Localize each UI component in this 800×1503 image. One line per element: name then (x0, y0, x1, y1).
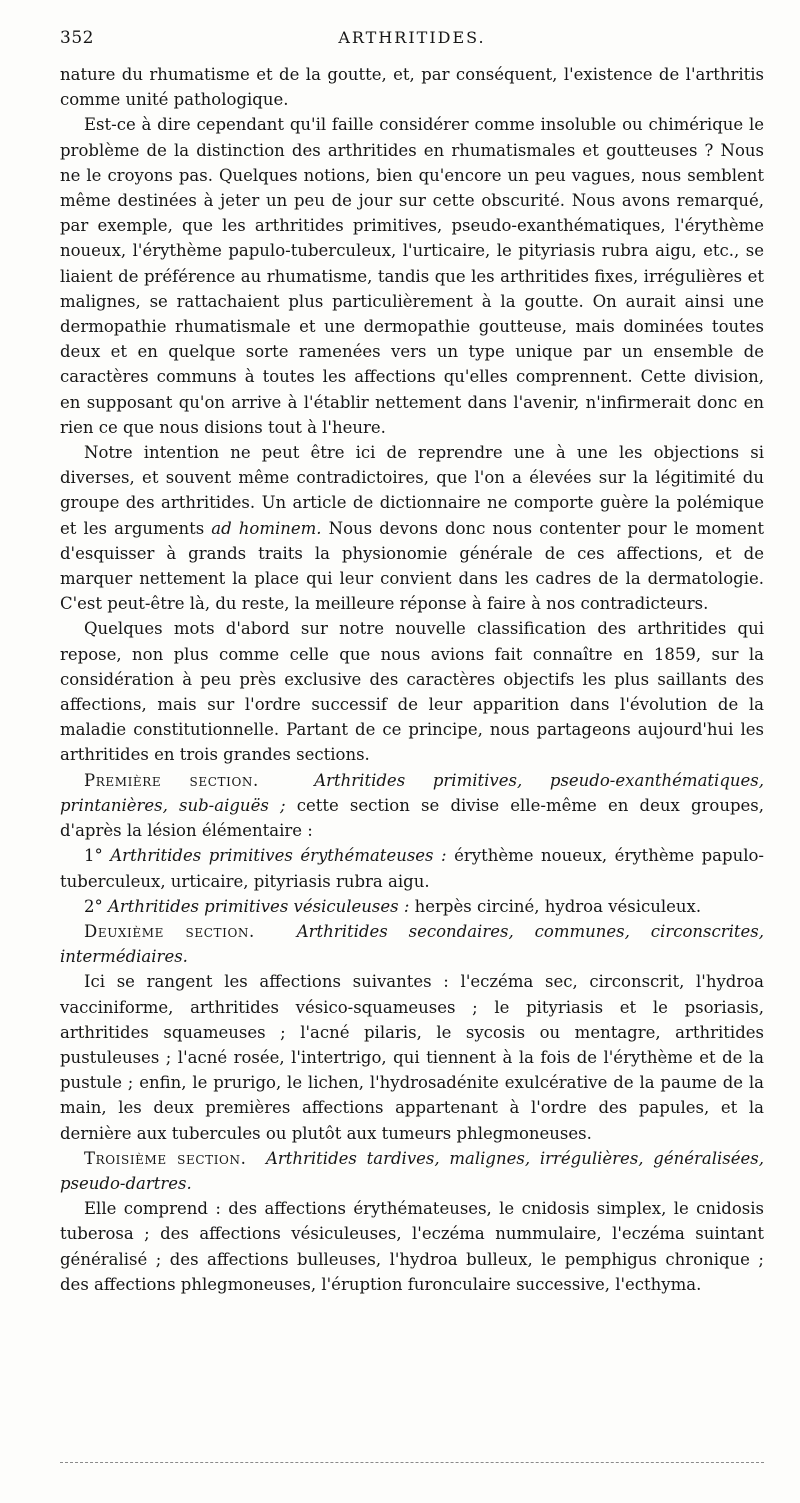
body-text (60, 62, 764, 1297)
group-one-title: Arthritides primitives érythémateuses : (110, 846, 447, 866)
running-head: ARTHRITIDES. (338, 28, 486, 47)
paragraph-continuation: nature du rhumatisme et de la goutte, et, par conséquent, l'existence de l'arthritis comme unité pathologique. (60, 65, 764, 110)
group-one (60, 843, 764, 893)
group-two-number: 2° (84, 896, 103, 916)
paragraph-intention-part-b: Nous devons donc nous contenter pour le moment d'esquisser à grands traits la physionomie générale de ces affections, et de marquer nettement la place qui leur convient dans les cadres de la dermatologie. C'est peut-être là, du reste, la meilleure réponse à faire à nos contradicteurs. (60, 518, 764, 614)
section-first-label: Première section. (84, 770, 259, 790)
group-one-number: 1° (84, 846, 103, 866)
section-second-label: Deuxième section. (84, 921, 255, 941)
section-third-title: Arthritides tardives, malignes, irrégulières, généralisées, pseudo-dartres. (60, 1148, 764, 1193)
section-third (60, 1146, 764, 1196)
page-header (60, 28, 764, 52)
paragraph-intention (60, 440, 764, 616)
paragraph-intention-part-a: Notre intention ne peut être ici de reprendre une à une les objections si diverses, et souvent même contradictoires, que l'on a élevées sur la légitimité du groupe des arthritides. Un article de dictionnaire ne comporte guère la polémique et les arguments (60, 443, 764, 538)
section-first-title: Arthritides primitives, pseudo-exanthématiques, printanières, sub-aiguës ; (60, 770, 764, 815)
section-first-description: cette section se divise elle-même en deux groupes, d'après la lésion élémentaire : (60, 795, 764, 841)
paragraph-distinction: Est-ce à dire cependant qu'il faille considérer comme insoluble ou chimérique le problème de la distinction des arthritides en rhumatismales et goutteuses ? Nous ne le croyons pas. Quelques notions, bien qu'encore un peu vagues, nous semblent même destinées à jeter un peu de jour sur cette obscurité. Nous avons remarqué, par exemple, que les arthritides primitives, pseudo-exanthématiques, l'érythème noueux, l'érythème papulo-tuberculeux, l'urticaire, le pityriasis rubra aigu, etc., se liaient de préférence au rhumatisme, tandis que les arthritides fixes, irrégulières et malignes, se rattachaient plus particulièrement à la goutte. On aurait ainsi une dermopathie rhumatismale et une dermopathie goutteuse, mais dominées toutes deux et en quelque sorte ramenées vers un type unique par un ensemble de caractères communs à toutes les affections qu'elles comprennent. Cette division, en supposant qu'on arrive à l'établir nettement dans l'avenir, n'infirmerait donc en rien ce que nous disions tout à l'heure. (60, 115, 764, 437)
paragraph-second-section: Ici se rangent les affections suivantes : l'eczéma sec, circonscrit, l'hydroa vacciniforme, arthritides vésico-squameuses ; le pityriasis et le psoriasis, arthritides squameuses ; l'acné pilaris, le sycosis ou mentagre, arthritides pustuleuses ; l'acné rosée, l'intertrigo, qui tiennent à la fois de l'érythème et de la pustule ; enfin, le prurigo, le lichen, l'hydrosadénite exulcérative de la paume de la main, les deux premières affections appartenant à l'ordre des papules, et la dernière aux tubercules ou plutôt aux tumeurs phlegmoneuses. (60, 972, 764, 1143)
group-one-list: érythème noueux, érythème papulo-tuberculeux, urticaire, pityriasis rubra aigu. (60, 846, 764, 891)
latin-phrase: ad hominem. (211, 518, 322, 538)
section-first (60, 768, 764, 844)
group-two-title: Arthritides primitives vésiculeuses : (108, 896, 410, 916)
group-two (60, 894, 764, 919)
paragraph-classification: Quelques mots d'abord sur notre nouvelle classification des arthritides qui repose, non plus comme celle que nous avions fait connaître en 1859, sur la considération à peu près exclusive des caractères objectifs les plus saillants des affections, mais sur l'ordre successif de leur apparition dans l'évolution de la maladie constitutionnelle. Partant de ce principe, nous partageons aujourd'hui les arthritides en trois grandes sections. (60, 619, 764, 765)
page-number: 352 (60, 28, 94, 48)
section-third-label: Troisième section. (84, 1148, 247, 1168)
section-second (60, 919, 764, 969)
paragraph-third-section: Elle comprend : des affections érythémateuses, le cnidosis simplex, le cnidosis tuberosa ; des affections vésiculeuses, l'eczéma nummulaire, l'eczéma suintant généralisé ; des affections bulleuses, l'hydroa bulleux, le pemphigus chronique ; des affections phlegmoneuses, l'éruption furonculaire successive, l'ecthyma. (60, 1199, 764, 1294)
group-two-list: herpès circiné, hydroa vésiculeux. (414, 896, 702, 916)
section-second-title: Arthritides secondaires, communes, circonscrites, intermédiaires. (60, 921, 764, 967)
footer-rule (60, 1462, 764, 1463)
